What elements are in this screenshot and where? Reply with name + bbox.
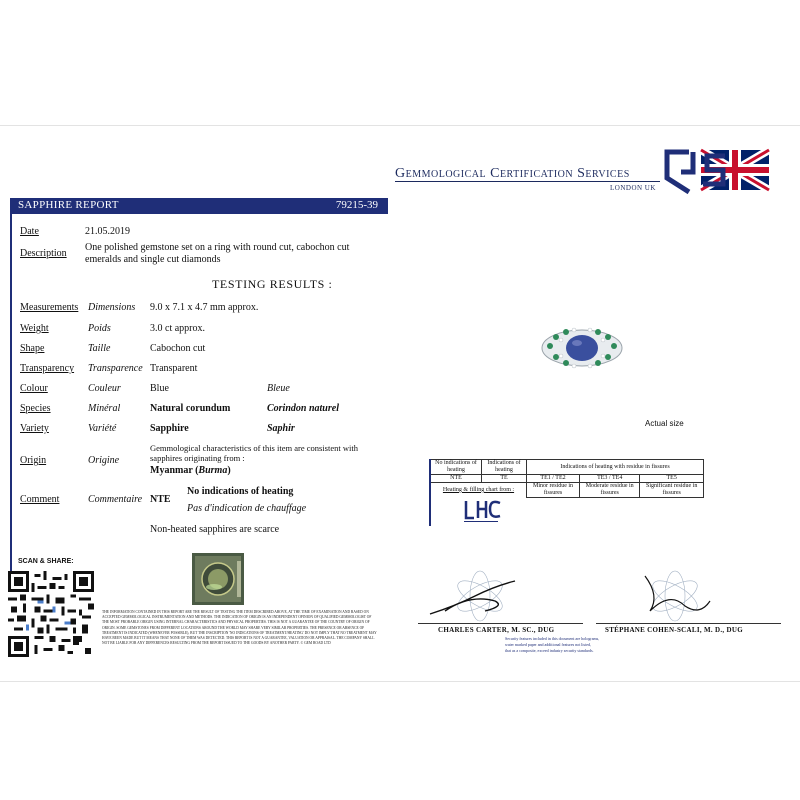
signature-rule-2 — [596, 623, 781, 624]
signature-carter — [425, 566, 525, 626]
row-label-measurements: Measurements — [20, 302, 79, 313]
heating-code-te5: TE5 — [640, 475, 704, 483]
testing-results-heading: TESTING RESULTS : — [212, 277, 333, 291]
left-rule — [10, 214, 12, 614]
legal-disclaimer: THE INFORMATION CONTAINED IN THIS REPORT ARE THE RESULT OF TESTING THE ITEM DESCRIBED ABOVE, AT THE TIME OF EXAMINATION AND BASED ON ACCEPTED GEMMOLOGICAL INSTRUMENTATION AND METHODS. THE INDICATION OF ORIGIN IS AN INDEPENDENT OPINION OF QUALIFIED GEMMOLOGIST OF THE MOST PROBABLE ORIGIN USING INTERNAL CHARACTERISTICS AND PHYSICAL PROPERTIES. THIS IS NOT A GUARANTEE OF THE COUNTRY OF ORIGIN OF ORIGIN. SOME GEMSTONES FROM DIFFERENT LOCATIONS AROUND THE WORLD MAY SHARE VERY SIMILAR PROPERTIES. THE PRESENCE OR ABSENCE OF TREATMENT IS INDICATED (WHENEVER POSSIBLE), BUT THE INSCRIPTION 'NO INDICATIONS OF TREATMENT/HEATING' DO NOT IMPLY THAT NO TREATMENT MAY HAVE BEEN MADE BUT IT MEANS THAT NONE OF THEM WAS DETECTED. THIS REPORT IS NOT A GUARANTEE, VALUATION OR APPRAISAL. THE COMPANY SHALL NOT BE LIABLE FOR ANY DIFFERENCES RESULTING FROM THE REPORT ISSUED TO THE GOODS BY ANOTHER PARTY. © GEM ROAD LTD — [102, 610, 377, 646]
heating-table — [429, 459, 704, 498]
comment-label: Comment — [20, 494, 60, 505]
security-note-line-1: Security features included in this document are holograms, — [505, 636, 600, 641]
heating-desc-minor: Minor residue in fissures — [527, 483, 580, 498]
row-value-fr-colour: Bleue — [267, 383, 290, 394]
row-fr-species: Minéral — [88, 403, 121, 414]
row-value-fr-species: Corindon naturel — [267, 403, 339, 414]
heating-desc-significant: Significant residue in fissures — [640, 483, 704, 498]
row-label-transparency: Transparency — [20, 363, 75, 374]
comment-fr: Commentaire — [88, 494, 143, 505]
date-label: Date — [20, 226, 39, 237]
row-label-weight: Weight — [20, 323, 49, 334]
origin-label: Origin — [20, 455, 47, 466]
hologram-seal — [192, 553, 244, 605]
row-fr-weight: Poids — [88, 323, 111, 334]
row-fr-colour: Couleur — [88, 383, 121, 394]
description-line-1: One polished gemstone set on a ring with round cut, cabochon cut — [85, 242, 350, 253]
row-label-variety: Variety — [20, 423, 49, 434]
row-value-fr-variety: Saphir — [267, 423, 295, 434]
row-value-variety: Sapphire — [150, 423, 189, 434]
description-label: Description — [20, 248, 67, 259]
row-fr-shape: Taille — [88, 343, 111, 354]
security-note-line-2: water marked paper and additional features not listed, — [505, 642, 591, 647]
heating-code-nte: NTE — [430, 475, 482, 483]
comment-code: NTE — [150, 494, 171, 505]
heating-header-nte: No indications of heating — [430, 460, 482, 475]
report-title: SAPPHIRE REPORT — [18, 199, 119, 211]
qr-code[interactable] — [8, 571, 94, 657]
signature-cohen-scali — [630, 566, 730, 626]
heating-chart-source: Heating & filling chart from : — [430, 483, 527, 498]
row-label-shape: Shape — [20, 343, 45, 354]
heating-header-te: Indications of heating — [482, 460, 527, 475]
heating-code-te: TE — [482, 475, 527, 483]
comment-note: Non-heated sapphires are scarce — [150, 524, 280, 535]
origin-line-2: sapphires originating from : — [150, 453, 245, 463]
heating-code-te34: TE3 / TE4 — [580, 475, 640, 483]
gcs-flag-logo — [663, 148, 771, 196]
heating-header-residue: Indications of heating with residue in fissures — [527, 460, 704, 475]
security-note — [505, 636, 735, 654]
origin-country — [150, 465, 231, 476]
row-label-colour: Colour — [20, 383, 48, 394]
date-value: 21.05.2019 — [85, 226, 130, 237]
row-value-measurements: 9.0 x 7.1 x 4.7 mm approx. — [150, 302, 259, 313]
row-value-weight: 3.0 ct approx. — [150, 323, 205, 334]
row-fr-variety: Variété — [88, 423, 117, 434]
actual-size-label: Actual size — [645, 419, 684, 428]
row-label-species: Species — [20, 403, 51, 414]
row-value-shape: Cabochon cut — [150, 343, 206, 354]
heating-chart — [429, 459, 704, 498]
origin-fr: Origine — [88, 455, 120, 466]
scan-share-label: SCAN & SHARE: — [18, 558, 74, 565]
lhc-logo — [462, 498, 502, 524]
row-value-species: Natural corundum — [150, 403, 231, 414]
row-fr-transparency: Transparence — [88, 363, 143, 374]
security-note-line-3: that as a composite, exceed industry security standards. — [505, 648, 594, 653]
comment-text: No indications of heating — [187, 486, 294, 497]
origin-country-name: Myanmar ( — [150, 465, 199, 476]
origin-country-end: ) — [227, 465, 231, 476]
heating-code-te12: TE1 / TE2 — [527, 475, 580, 483]
signatory-2-name: STÉPHANE COHEN-SCALI, M. D., DUG — [605, 626, 743, 634]
row-fr-measurements: Dimensions — [88, 302, 136, 313]
origin-country-alt: Burma — [198, 465, 228, 476]
origin-line-1: Gemmological characteristics of this item are consistent with — [150, 443, 358, 453]
row-value-transparency: Transparent — [150, 363, 198, 374]
header-rule — [395, 181, 660, 182]
certificate — [0, 125, 800, 682]
report-number: 79215-39 — [335, 199, 378, 211]
organization-city: LONDON UK — [610, 184, 656, 192]
signature-rule-1 — [418, 623, 583, 624]
organization-name: Gemmological Certification Services — [395, 166, 630, 181]
ring-photo — [540, 326, 625, 371]
row-value-colour: Blue — [150, 383, 169, 394]
heating-chart-rule — [429, 481, 431, 526]
heating-desc-moderate: Moderate residue in fissures — [580, 483, 640, 498]
comment-text-fr: Pas d'indication de chauffage — [187, 503, 307, 514]
signatory-1-name: CHARLES CARTER, M. SC., DUG — [438, 626, 555, 634]
report-title-bar — [10, 198, 388, 214]
description-line-2: emeralds and single cut diamonds — [85, 254, 221, 265]
